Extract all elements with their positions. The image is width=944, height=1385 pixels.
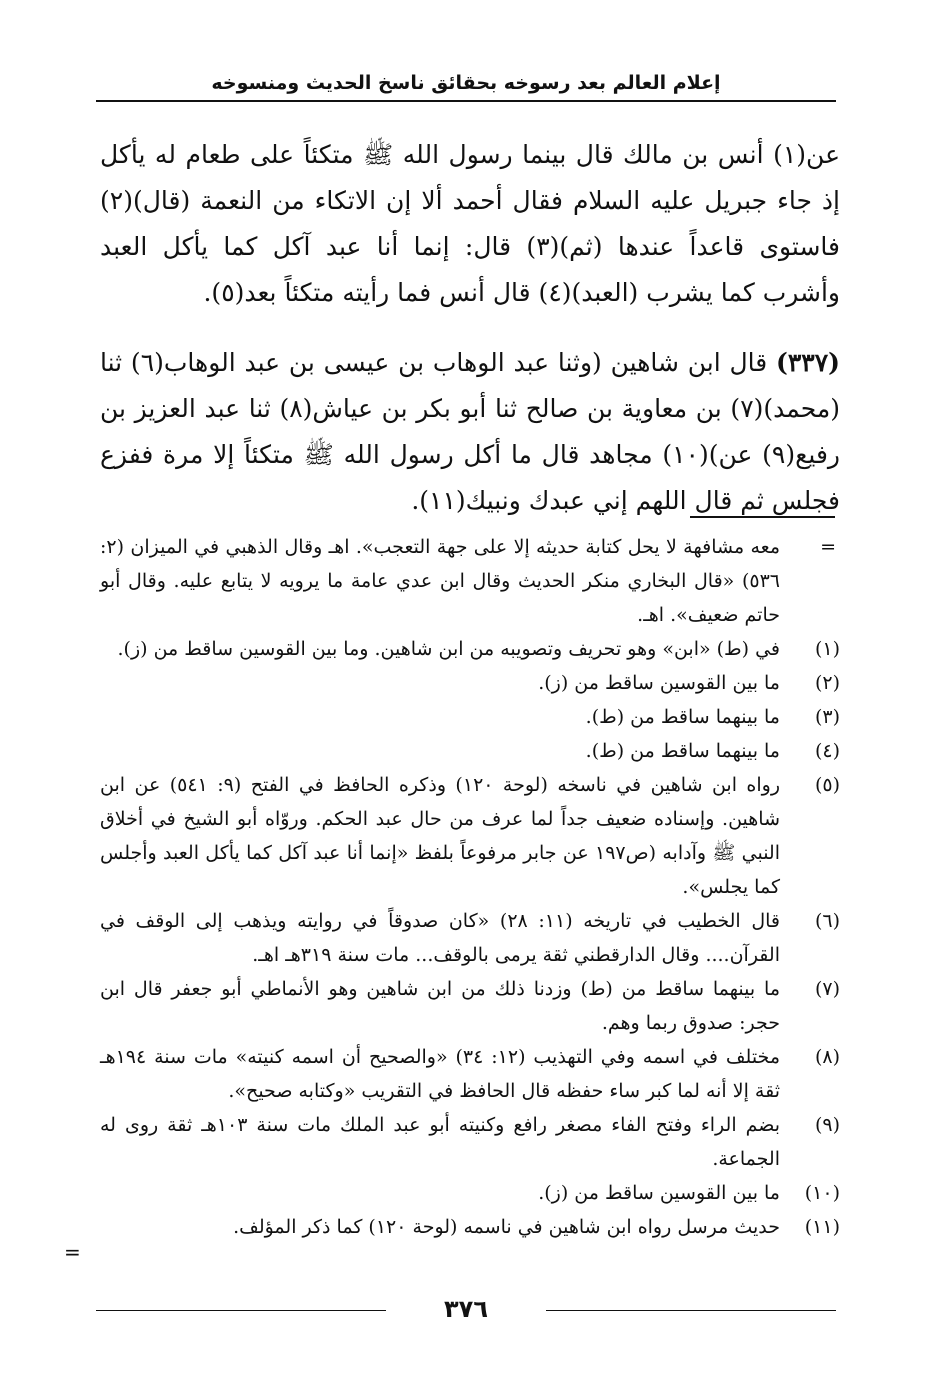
footnote-marker: = — [820, 536, 836, 558]
footnote-10 — [100, 1176, 840, 1210]
footnote-1 — [100, 632, 840, 666]
footnotes — [100, 530, 840, 1244]
page-number: ٣٧٦ — [444, 1295, 488, 1323]
running-header: إعلام العالم بعد رسوخه بحقائق ناسخ الحديث ومنسوخه — [211, 72, 721, 94]
footnote-marker: (٨) — [814, 1046, 840, 1068]
header-rule — [96, 100, 836, 102]
page-footer — [96, 1293, 836, 1323]
footnote-text: معه مشافهة لا يحل كتابة حديثه إلا على جهة التعجب». اهـ وقال الذهبي في الميزان (٢: ٥٣٦) «قال البخاري منكر الحديث وقال ابن عدي عامة ما يرويه لا يتابع عليه. وقال أبو حاتم ضعيف». اهـ. — [100, 536, 780, 626]
footnote-marker: (١٠) — [804, 1182, 840, 1204]
main-text — [100, 132, 840, 524]
footnote-5 — [100, 768, 840, 904]
footnote-text: في (ط) «ابن» وهو تحريف وتصويبه من ابن شاهين. وما بين القوسين ساقط من (ز). — [117, 638, 780, 660]
footnote-4 — [100, 734, 840, 768]
footnote-marker: (٦) — [814, 910, 840, 932]
footnote-3 — [100, 700, 840, 734]
footnote-text: بضم الراء وفتح الفاء مصغر رافع وكنيته أبو عبد الملك مات سنة ١٠٣هـ ثقة روى له الجماعة. — [100, 1114, 780, 1170]
footnote-marker: (٤) — [814, 740, 840, 762]
footnote-6 — [100, 904, 840, 972]
continuation-mark: = — [64, 1240, 81, 1264]
footnote-text: ما بين القوسين ساقط من (ز). — [538, 1182, 780, 1204]
footnote-marker: (٢) — [814, 672, 840, 694]
footnote-text: حديث مرسل رواه ابن شاهين في ناسمه (لوحة ١٢٠) كما ذكر المؤلف. — [233, 1216, 780, 1238]
footnote-text: مختلف في اسمه وفي التهذيب (١٢: ٣٤) «والصحيح أن اسمه كنيته» مات سنة ١٩٤هـ ثقة إلا أنه لما كبر ساء حفظه قال الحافظ في التقريب «وكتابه صحيح». — [100, 1046, 780, 1102]
footnote-marker: (٩) — [814, 1114, 840, 1136]
footnote-9 — [100, 1108, 840, 1176]
footnote-text: رواه ابن شاهين في ناسخه (لوحة ١٢٠) وذكره الحافظ في الفتح (٩: ٥٤١) عن ابن شاهين. وإسناده ضعيف جداً لما عرف من حال عبد الحكم. وروّاه أبو الشيخ في أخلاق النبي ﷺ وآدابه (ص١٩٧ عن جابر مرفوعاً بلفظ «إنما أنا عبد آكل كما يأكل العبد وأجلس كما يجلس». — [100, 774, 781, 898]
paragraph-1: عن(١) أنس بن مالك قال بينما رسول الله ﷺ متكئاً على طعام له يأكل إذ جاء جبريل عليه السلام فقال أحمد ألا إن الاتكاء من النعمة (قال)(٢) فاستوى قاعداً عندها (ثم)(٣) قال: إنما أنا عبد آكل كما يأكل العبد وأشرب كما يشرب (العبد)(٤) قال أنس فما رأيته متكئاً بعد(٥). — [100, 140, 840, 307]
footnote-text: ما بينهما ساقط من (ط). — [585, 706, 780, 728]
footnote-text: قال الخطيب في تاريخه (١١: ٢٨) «كان صدوقاً في روايته ويذهب إلى الوقف في القرآن.... وقال الدارقطني ثقة يرمى بالوقف... مات سنة ٣١٩هـ اهـ. — [100, 910, 780, 966]
paragraph-2-text: قال ابن شاهين (وثنا عبد الوهاب بن عيسى بن عبد الوهاب(٦) ثنا (محمد)(٧) بن معاوية بن صالح ثنا أبو بكر بن عياش(٨) ثنا عبد العزيز بن رفيع(٩) عن)(١٠) مجاهد قال ما أكل رسول الله ﷺ متكئاً إلا مرة ففزع فجلس ثم قال اللهم إني عبدك ونبيك(١١). — [100, 348, 840, 515]
footnote-separator — [690, 516, 835, 518]
footnote-continuation — [100, 530, 840, 632]
footnote-text: ما بين القوسين ساقط من (ز). — [538, 672, 780, 694]
footnote-marker: (٣) — [814, 706, 840, 728]
footer-rule-right — [546, 1310, 836, 1311]
footnote-marker: (٥) — [814, 774, 840, 796]
hadith-number: (٣٣٧) — [776, 348, 841, 377]
footnote-2 — [100, 666, 840, 700]
footnote-7 — [100, 972, 840, 1040]
footnote-marker: (١١) — [804, 1216, 840, 1238]
paragraph-2 — [100, 340, 840, 524]
footnote-text: ما بينهما ساقط من (ط) وزدنا ذلك من ابن شاهين وهو الأنماطي أبو جعفر قال ابن حجر: صدوق ربما وهم. — [100, 978, 780, 1034]
footnote-marker: (١) — [814, 638, 840, 660]
footnote-marker: (٧) — [814, 978, 840, 1000]
footnote-8 — [100, 1040, 840, 1108]
footnote-11 — [100, 1210, 840, 1244]
footnote-text: ما بينهما ساقط من (ط). — [585, 740, 780, 762]
footer-rule-left — [96, 1310, 386, 1311]
